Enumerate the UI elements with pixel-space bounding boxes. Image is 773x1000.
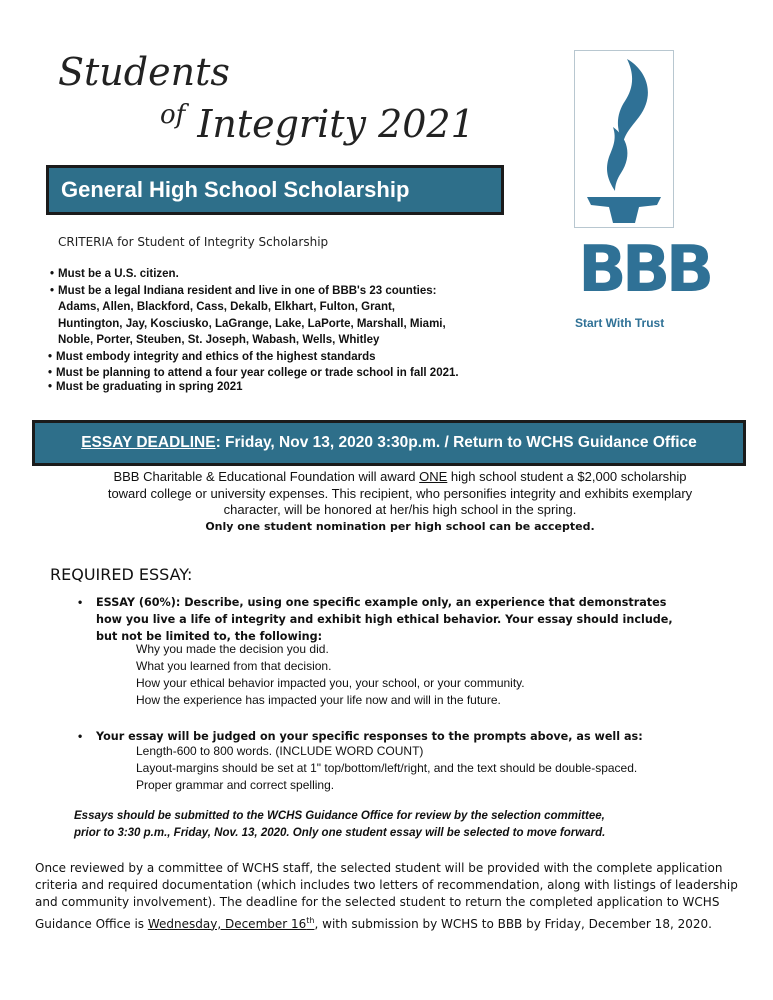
criteria-item: • Must embody integrity and ethics of the highest standards: [48, 351, 376, 363]
essay-prompt: How the experience has impacted your life now and will in the future.: [136, 693, 501, 707]
criteria-county-line: Huntington, Jay, Kosciusko, LaGrange, Lake, LaPorte, Marshall, Miami,: [58, 318, 446, 330]
deadline-label: ESSAY DEADLINE: [81, 434, 216, 451]
intro-paragraph: BBB Charitable & Educational Foundation will award ONE high school student a $2,000 scholarship toward college or university expenses. This recipient, who personifies integrity and exhibits exemplary character, will be honored at her/his high school in the spring. Only one student nomination per high school can be accepted.: [100, 469, 700, 535]
criteria-item: • Must be a legal Indiana resident and live in one of BBB's 23 counties:: [50, 285, 437, 297]
intro-emphasis: ONE: [419, 469, 448, 484]
criteria-item: • Must be graduating in spring 2021: [48, 381, 243, 393]
criteria-item: • Must be planning to attend a four year college or trade school in fall 2021.: [48, 367, 459, 379]
submission-note: Essays should be submitted to the WCHS Guidance Office for review by the selection committee, prior to 3:30 p.m., Friday, Nov. 13, 2020. Only one student essay will be selected to move forward.: [74, 810, 606, 839]
essay-prompt: What you learned from that decision.: [136, 659, 332, 673]
bbb-logo-letters: BBB: [578, 233, 710, 307]
scholarship-banner: General High School Scholarship: [46, 165, 504, 215]
bullet-dot: •: [78, 729, 83, 743]
return-deadline-date: Wednesday, December 16th: [147, 915, 315, 931]
essay-prompt: Why you made the decision you did.: [136, 642, 329, 656]
title-line-1: Students: [58, 50, 230, 94]
essay-prompt: How your ethical behavior impacted you, your school, or your community.: [136, 676, 525, 690]
title-of: of: [160, 100, 186, 130]
essay-deadline-banner: [32, 420, 746, 466]
essay-requirement: Layout-margins should be set at 1" top/bottom/left/right, and the text should be double-spaced.: [136, 761, 638, 775]
deadline-text: : Friday, Nov 13, 2020 3:30p.m. / Return to WCHS Guidance Office: [215, 434, 697, 451]
criteria-county-line: Adams, Allen, Blackford, Cass, Dekalb, Elkhart, Fulton, Grant,: [58, 301, 395, 313]
torch-logo-frame: [574, 50, 674, 228]
criteria-title: CRITERIA for Student of Integrity Scholarship: [58, 235, 329, 249]
title-line-2: [160, 100, 475, 146]
essay-bullet-1: ESSAY (60%): Describe, using one specific example only, an experience that demonstrates how you live a life of integrity and exhibit high ethical behavior. Your essay should include, but not be limited to, the following:: [96, 596, 673, 643]
essay-requirement: Proper grammar and correct spelling.: [136, 778, 335, 792]
required-essay-heading: REQUIRED ESSAY:: [50, 565, 193, 584]
bullet-dot: •: [78, 595, 83, 609]
bbb-tagline: Start With Trust: [575, 316, 665, 330]
torch-icon: [575, 51, 673, 227]
final-paragraph: Once reviewed by a committee of WCHS staff, the selected student will be provided with the complete application criteria and required documentation (which includes two letters of recommendation, along with listings of leadership and community involvement). The deadline for the selected student to return the completed application to WCHS Guidance Office is Wednesday, December 16th, with submission by WCHS to BBB by Friday, December 18, 2020.: [35, 861, 738, 931]
essay-bullet-2: Your essay will be judged on your specific responses to the prompts above, as well as:: [96, 730, 643, 743]
nomination-limit: Only one student nomination per high school can be accepted.: [205, 519, 595, 533]
title-integrity-year: Integrity 2021: [185, 102, 475, 146]
essay-requirement: Length-600 to 800 words. (INCLUDE WORD COUNT): [136, 744, 424, 758]
criteria-county-line: Noble, Porter, Steuben, St. Joseph, Wabash, Wells, Whitley: [58, 334, 380, 346]
criteria-item: • Must be a U.S. citizen.: [50, 268, 179, 280]
